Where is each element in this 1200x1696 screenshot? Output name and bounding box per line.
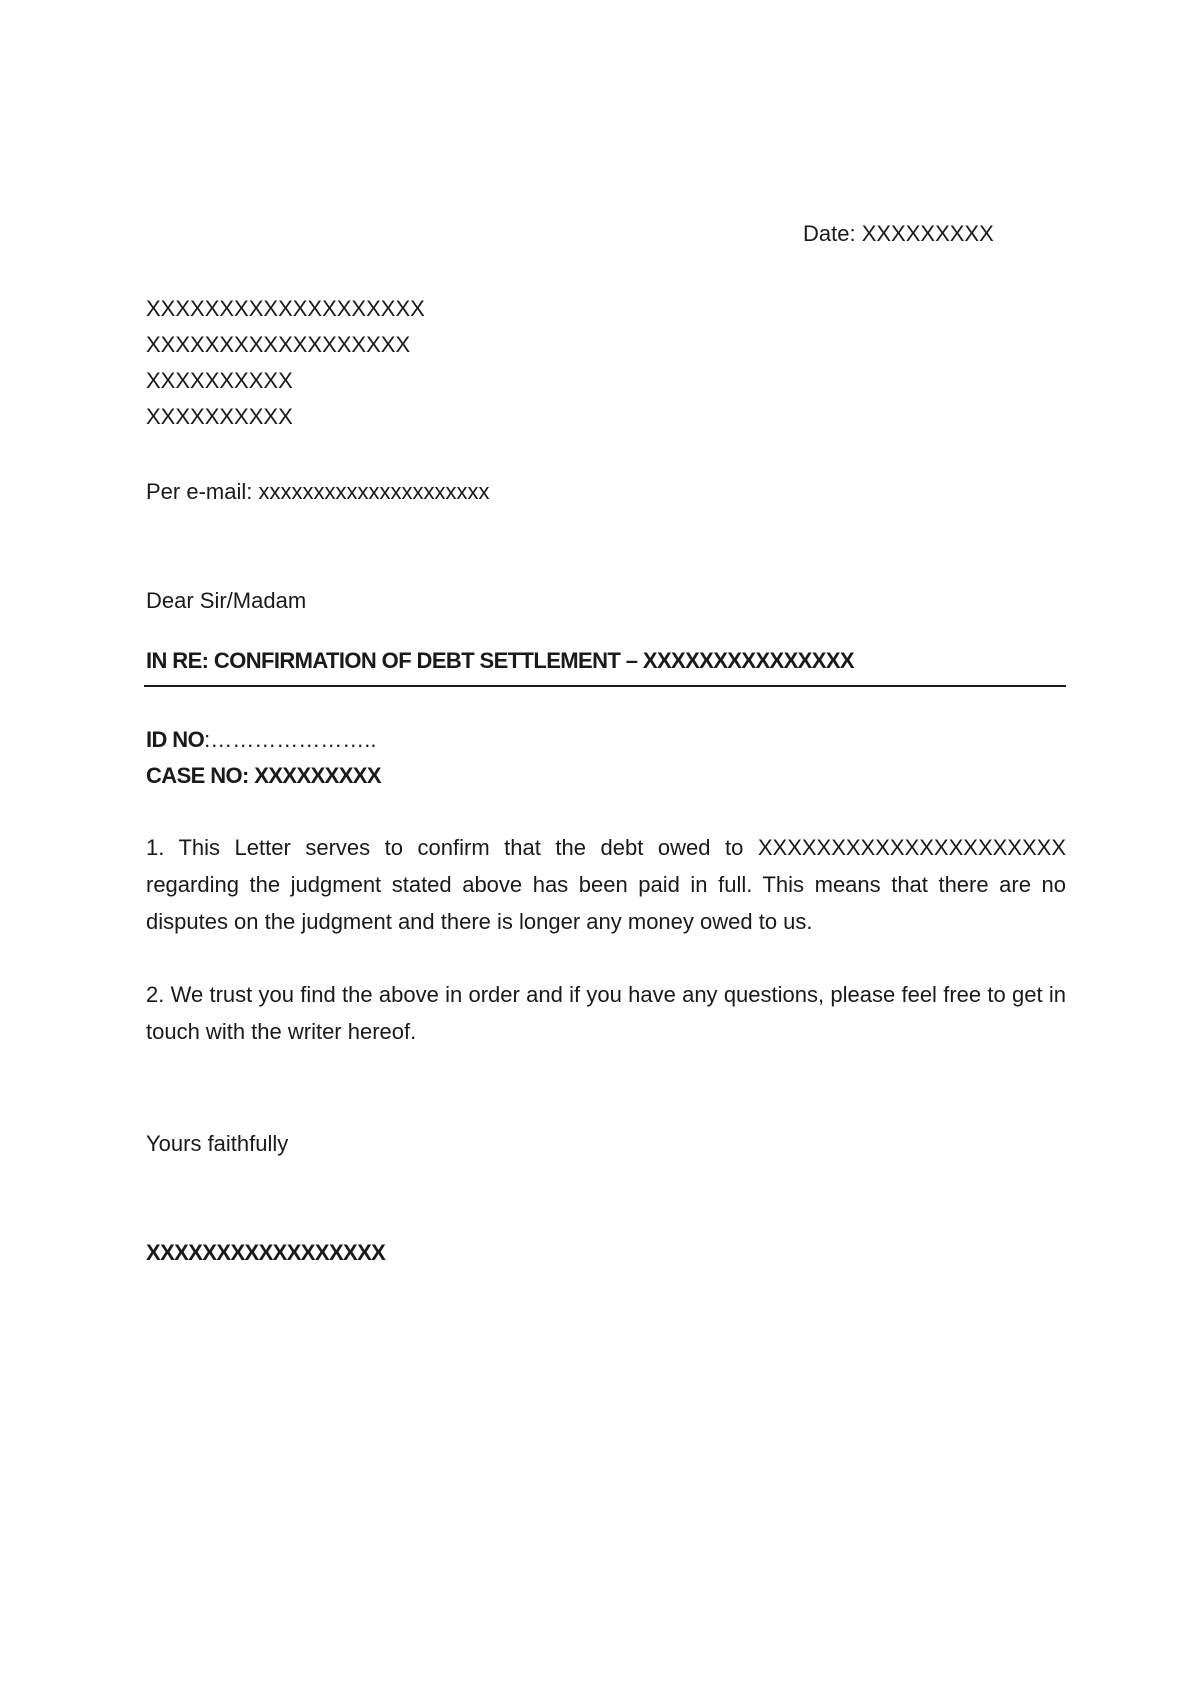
recipient-address-line-3: XXXXXXXXXX	[146, 368, 293, 393]
case-number-line: CASE NO: XXXXXXXXX	[146, 763, 381, 788]
subject-heading: IN RE: CONFIRMATION OF DEBT SETTLEMENT – XXXXXXXXXXXXXXX	[146, 648, 854, 673]
paragraph-2: 2. We trust you find the above in order and if you have any questions, please feel free to get in touch with the writer hereof.	[146, 982, 1066, 1044]
salutation: Dear Sir/Madam	[146, 588, 307, 613]
recipient-address-line-1: XXXXXXXXXXXXXXXXXXX	[146, 296, 425, 321]
paragraph-1: 1. This Letter serves to confirm that the debt owed to XXXXXXXXXXXXXXXXXXXXX regarding the judgment stated above has been paid in full. This means that there are no disputes on the judgment and there is longer any money owed to us.	[146, 835, 1066, 934]
recipient-address-line-4: XXXXXXXXXX	[146, 404, 293, 429]
closing: Yours faithfully	[146, 1131, 289, 1156]
subject-underline	[144, 685, 1066, 687]
id-number-value: :…………………..	[204, 727, 377, 752]
email-line: Per e-mail: xxxxxxxxxxxxxxxxxxxxx	[146, 479, 490, 504]
date-line: Date: XXXXXXXXX	[803, 221, 994, 246]
recipient-address-line-2: XXXXXXXXXXXXXXXXXX	[146, 332, 411, 357]
id-number-line	[146, 727, 376, 753]
id-number-label: ID NO	[146, 727, 205, 752]
signatory-name: XXXXXXXXXXXXXXXXX	[146, 1240, 386, 1265]
